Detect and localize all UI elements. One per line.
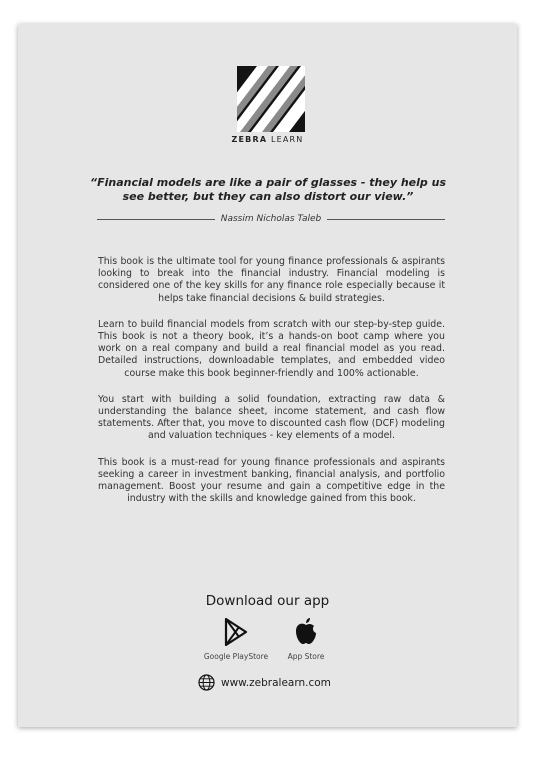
brand-name [18,135,517,144]
description-paragraph: Learn to build financial models from scratch with our step-by-step guide. This book is not a theory book, it’s a hands-on boot camp where you work on a real company and build a real financial model as you read. Detailed instructions, downloadable templates, and embedded video course make this book beginner-friendly and 100% actionable. [98,318,445,379]
play-store-icon[interactable] [223,618,249,646]
app-store-label[interactable]: App Store [287,652,325,661]
apple-icon[interactable] [293,617,319,645]
play-store-label[interactable]: Google PlayStore [203,652,269,661]
quote-author: Nassim Nicholas Taleb [220,214,322,224]
description-paragraph: This book is the ultimate tool for young finance professionals & aspirants looking to break into the financial industry. Financial modeling is considered one of the key skills for any finance role especially because it helps take financial decisions & build strategies. [98,256,445,304]
author-rule-right [327,219,445,220]
website-url[interactable]: www.zebralearn.com [221,676,331,689]
book-back-cover [18,24,517,727]
brand-name-bold: ZEBRA [231,135,268,144]
quote-author-row [97,213,445,225]
globe-icon [198,674,215,691]
quote-text: “Financial models are like a pair of glasses - they help us see better, but they can also distort our view.” [90,176,446,203]
download-app-title: Download our app [205,593,330,609]
book-description [98,256,445,519]
author-rule-left [97,219,215,220]
description-paragraph: This book is a must-read for young finance professionals and aspirants seeking a career in investment banking, financial analysis, and portfolio management. Boost your resume and gain a competitive edge in the industry with the skills and knowledge gained from this book. [98,456,445,505]
description-paragraph: You start with building a solid foundation, extracting raw data & understanding the balance sheet, income statement, and cash flow statements. After that, you move to discounted cash flow (DCF) modeling and valuation techniques - key elements of a model. [98,393,445,442]
zebra-learn-logo-icon [237,66,305,132]
brand-name-light: LEARN [270,135,304,144]
website-link[interactable] [198,674,331,691]
